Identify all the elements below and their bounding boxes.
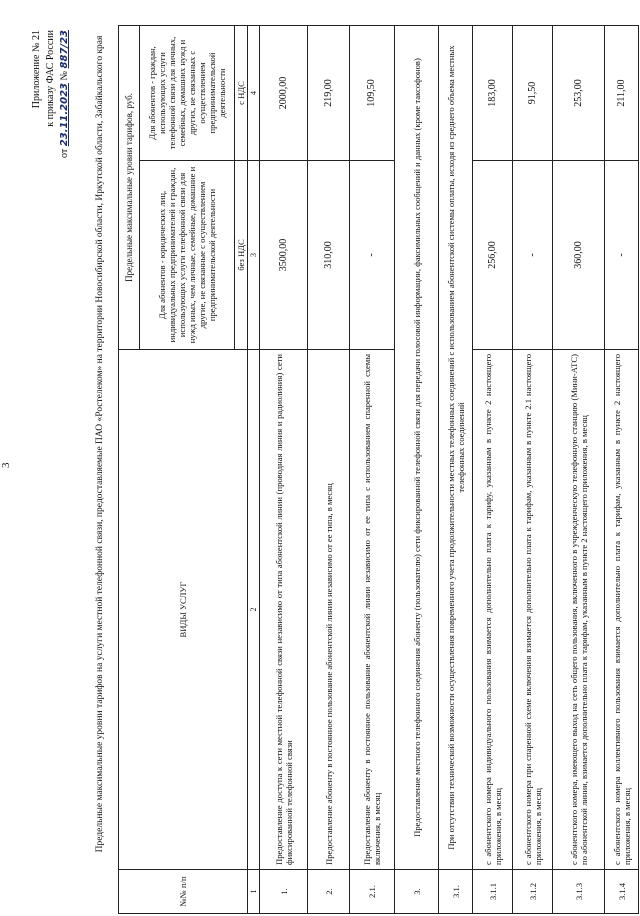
row-number: 3.1.2 <box>513 870 553 914</box>
tariff-citizen: 211,00 <box>605 26 639 161</box>
row-number: 3.1.3 <box>553 870 605 914</box>
row-number: 1. <box>260 870 308 914</box>
appendix-date-line <box>58 30 72 230</box>
service-description: Предоставление абоненту в постоянное пользование абонентской линии независимо от ее типа, в месяц <box>308 350 350 870</box>
tariff-legal: 360,00 <box>553 161 605 350</box>
tariff-legal: 256,00 <box>473 161 513 350</box>
row-number: 3.1. <box>439 870 473 914</box>
table-row <box>473 26 513 914</box>
section-heading: Предоставление местного телефонного соединения абоненту (пользователю) сети фиксированной телефонной связи для передачи голосовой информации, факсимильных сообщений и данных (кроме таксофонов) <box>395 26 439 870</box>
tariff-citizen: 91,50 <box>513 26 553 161</box>
handwritten-date: 23.11.2023 <box>59 83 70 147</box>
service-description: с абонентского номера коллективного пользования взимается дополнительно плата к тарифам, указанным в пункте 2 настоящего приложения, в месяц <box>605 350 639 870</box>
column-number: 1 <box>248 870 260 914</box>
header-with-vat: с НДС <box>235 26 248 161</box>
tariff-citizen: 253,00 <box>553 26 605 161</box>
header-num: №№ п/п <box>119 870 248 914</box>
tariff-citizen: 183,00 <box>473 26 513 161</box>
table-row <box>605 26 639 914</box>
page-number: 3 <box>0 462 12 468</box>
date-prefix: от <box>59 148 70 159</box>
tariff-legal: - <box>350 161 395 350</box>
header-max-levels: Предельные максимальные уровни тарифов, руб. <box>119 26 140 350</box>
header-services: ВИДЫ УСЛУГ <box>119 350 248 870</box>
tariff-citizen: 2000,00 <box>260 26 308 161</box>
tariff-legal: 3500,00 <box>260 161 308 350</box>
tariff-citizen: 109,50 <box>350 26 395 161</box>
number-prefix: № <box>59 70 70 81</box>
row-number: 3. <box>395 870 439 914</box>
row-number: 3.1.4 <box>605 870 639 914</box>
tariff-legal: - <box>605 161 639 350</box>
header-citizens: Для абонентов - граждан, использующих услуги телефонной связи для личных, семейных, домашних нужд и других, не связанных с осуществлением предпринимательской деятельности <box>140 26 235 161</box>
tariff-legal: - <box>513 161 553 350</box>
section-heading: При отсутствии технической возможности осуществления повременного учета продолжительности местных телефонных соединений с использованием абонентской системы оплаты, исходя из среднего объема местных телефонных соединений <box>439 26 473 870</box>
appendix-reference <box>30 30 72 230</box>
row-number: 3.1.1 <box>473 870 513 914</box>
service-description: с абонентского номера при спаренной схеме включения взимается дополнительно плата к тарифам, указанным в пункте 2.1 настоящего приложения, в месяц <box>513 350 553 870</box>
table-row <box>553 26 605 914</box>
header-without-vat: без НДС <box>235 161 248 350</box>
tariff-legal: 310,00 <box>308 161 350 350</box>
column-number: 3 <box>248 161 260 350</box>
appendix-order: к приказу ФАС России <box>45 30 56 127</box>
document-title: Предельные максимальные уровни тарифов на услуги местной телефонной связи, предоставляемые ПАО «Ростелеком» на территории Новосибирской области, Иркутской области, Забайкальского края <box>95 35 105 853</box>
service-description: Предоставление абоненту в постоянное пользование абонентской линии независимо от ее типа с использованием спаренной схемы включения, в месяц <box>350 350 395 870</box>
tariff-table <box>118 25 639 914</box>
table-row <box>308 26 350 914</box>
section-row <box>439 26 473 914</box>
appendix-number: Приложение № 21 <box>31 30 42 109</box>
service-description: Предоставление доступа к сети местной телефонной связи независимо от типа абонентской линии (проводная линия и радиолиния) сети фиксированной телефонной связи <box>260 350 308 870</box>
table-row <box>260 26 308 914</box>
handwritten-number: 887/23 <box>59 30 70 69</box>
header-row-top <box>119 26 140 914</box>
header-legal-entities: Для абонентов - юридических лиц, индивидуальных предпринимателей и граждан, использующих услуги телефонной связи для нужд иных, чем личные, семейные, домашние и другие, не связанные с осуществлением предпринимательской деятельности <box>140 161 235 350</box>
column-number: 4 <box>248 26 260 161</box>
column-number: 2 <box>248 350 260 870</box>
tariff-citizen: 219,00 <box>308 26 350 161</box>
table-row <box>513 26 553 914</box>
row-number: 2.1. <box>350 870 395 914</box>
service-description: с абонентского номера индивидуального пользования взимается дополнительно плата к тарифу, указанным в пункте 2 настоящего приложения, в месяц <box>473 350 513 870</box>
section-row <box>395 26 439 914</box>
row-number: 2. <box>308 870 350 914</box>
table-row <box>350 26 395 914</box>
service-description: с абонентского номера, имеющего выход на сеть общего пользования, включенного в учрежденческую телефонную станцию (Мини-АТС) по абонентской линии, взимается дополнительно плата к тарифам, указанным в пункте 2 настоящего приложения, в месяц <box>553 350 605 870</box>
column-numbers-row <box>248 26 260 914</box>
